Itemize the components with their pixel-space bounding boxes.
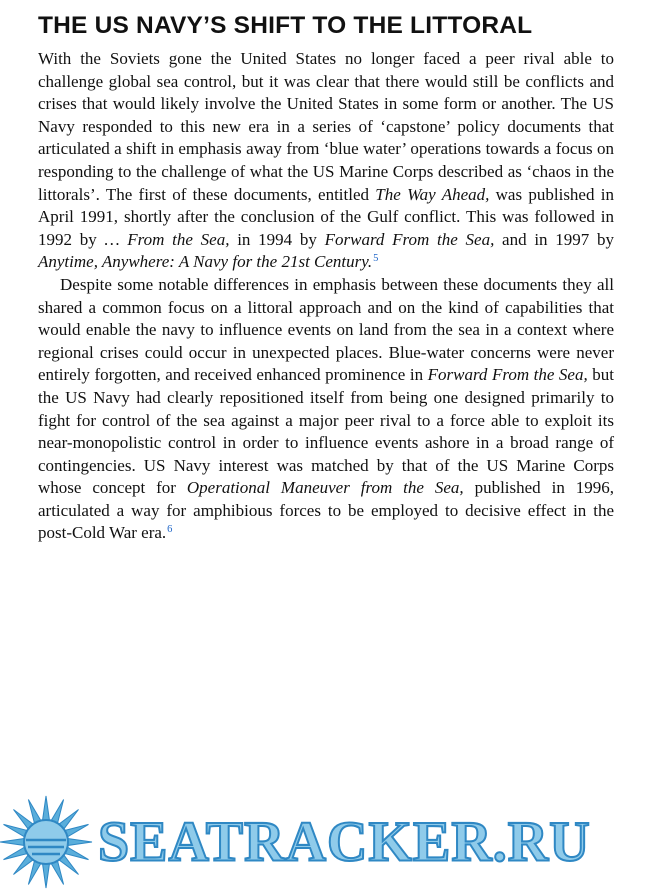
document-page bbox=[38, 12, 614, 545]
paragraph-1-text-c: in 1994 by bbox=[229, 229, 325, 249]
paragraph-1-text-b: was published in April 1991, shortly after the conclusion of the Gulf conflict. This was followed in 1992 by bbox=[38, 184, 614, 249]
paragraph-2-text-b: but the US Navy had clearly repositioned itself from being one designed primarily to fight for control of the sea against a major peer rival to a force able to exploit its near-monopolistic control in order to influence events ashore in a broad range of contingencies. US Navy interest was matched by that of the US Marine Corps whose concept for bbox=[38, 365, 614, 498]
title-from-the-sea: … From the Sea, bbox=[104, 229, 230, 249]
paragraph-1 bbox=[38, 48, 614, 274]
footnote-marker-6[interactable]: 6 bbox=[167, 524, 173, 536]
watermark-text: SEATRACKER.RU bbox=[98, 810, 591, 874]
paragraph-1-text-a: With the Soviets gone the United States no longer faced a peer rival able to challenge global sea control, but it was clear that there would still be conflicts and crises that would likely involve the United States in some form or another. The US Navy responded to this new era in a series of ‘capstone’ policy documents that articulated a shift in emphasis away from ‘blue water’ operations towards a focus on responding to the challenge of what the US Marine Corps described as ‘chaos in the littorals’. The first of these documents, entitled bbox=[38, 49, 614, 204]
sun-icon bbox=[0, 796, 92, 888]
paragraph-2-text-a: Despite some notable differences in emphasis between these documents they all shared a common focus on a littoral approach and on the kind of capabilities that would enable the navy to influence events on land from the sea in a context where regional crises could occur in unexpected places. Blue-water concerns were never entirely forgotten, and received enhanced prominence in bbox=[38, 274, 614, 385]
paragraph-1-text-d: and in 1997 by bbox=[494, 229, 614, 249]
title-the-way-ahead: The Way Ahead, bbox=[375, 184, 490, 204]
title-forward-from-the-sea: Forward From the Sea, bbox=[324, 229, 495, 249]
title-forward-from-the-sea-2: Forward From the Sea, bbox=[427, 365, 588, 385]
paragraph-2 bbox=[38, 274, 614, 545]
paragraph-2-text-c: published in 1996, articulated a way for amphibious forces to be employed to decisive effect in the post-Cold War era. bbox=[38, 478, 614, 543]
title-anytime-anywhere: Anytime, Anywhere: A Navy for the 21st Century. bbox=[38, 252, 373, 272]
section-heading: THE US NAVY’S SHIFT TO THE LITTORAL bbox=[38, 12, 533, 39]
footnote-marker-5[interactable]: 5 bbox=[373, 253, 379, 265]
title-operational-maneuver: Operational Maneuver from the Sea, bbox=[186, 478, 464, 498]
